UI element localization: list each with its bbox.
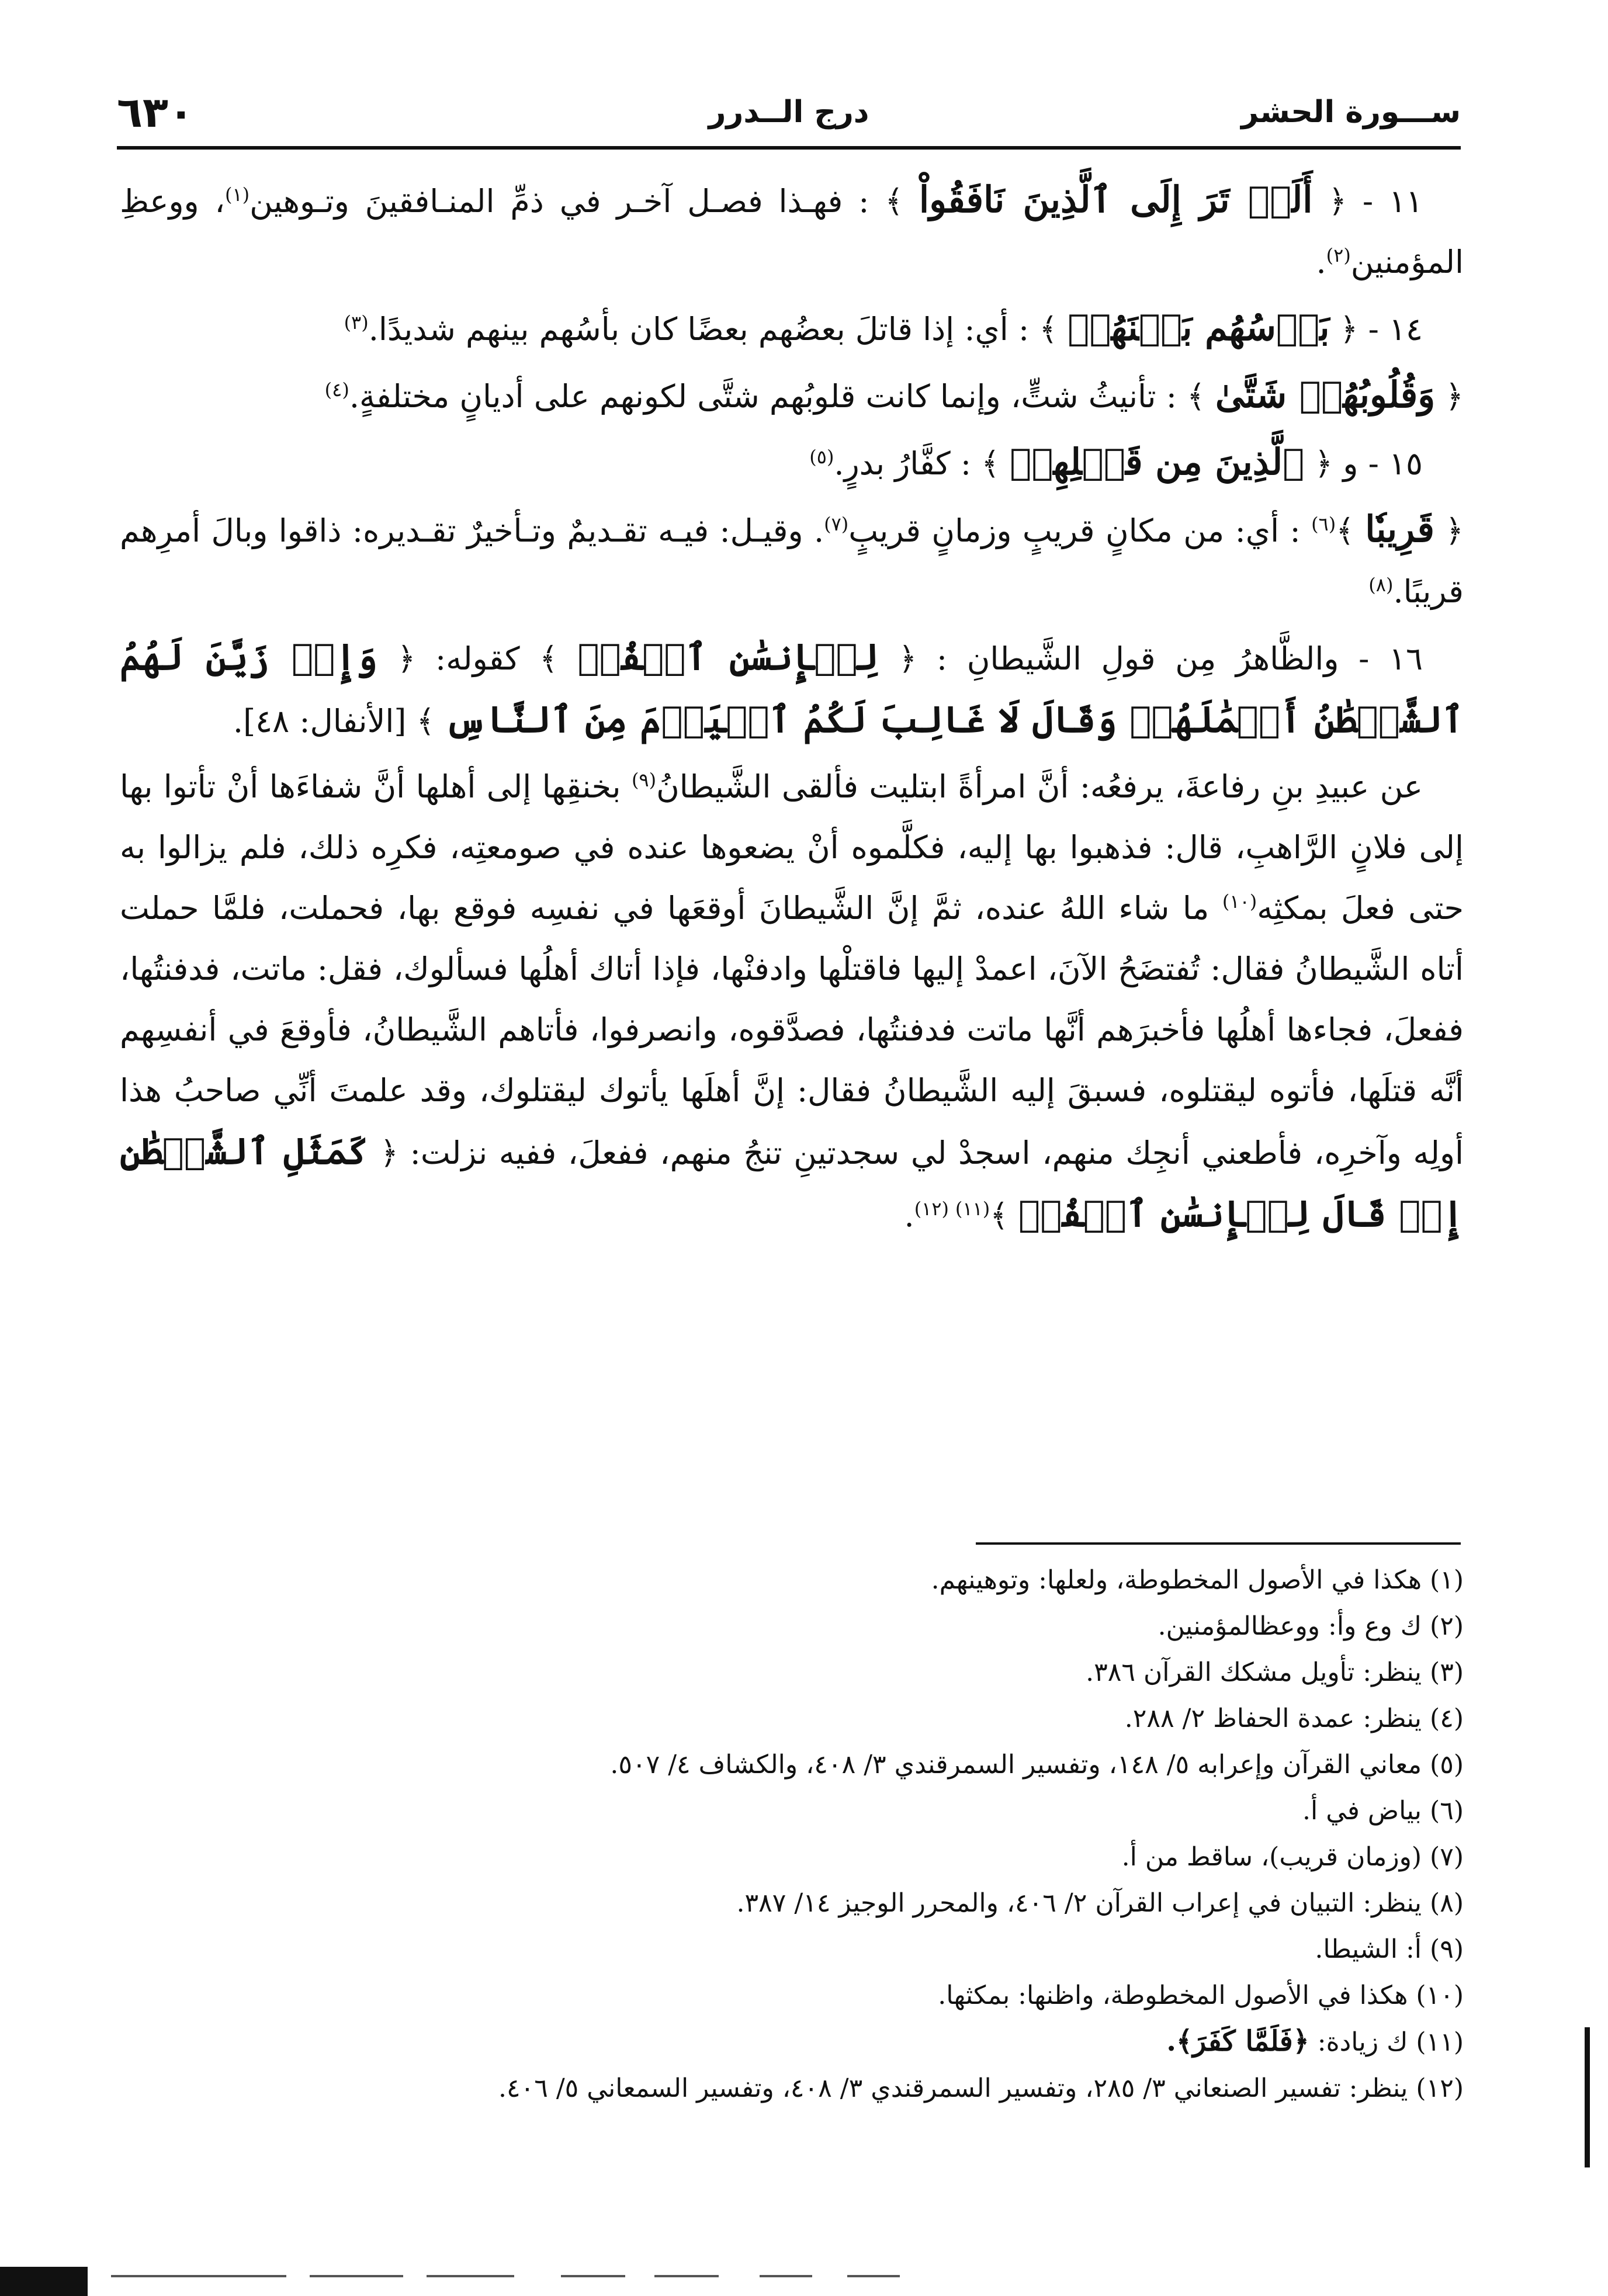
footnote-item: (٥) معاني القرآن وإعرابه ٥/ ١٤٨، وتفسير السمرقندي ٣/ ٤٠٨، والكشاف ٤/ ٥٠٧. [610,1750,1464,1780]
footnote-ref: (١٢) [914,1198,949,1220]
footnote-item: (٣) ينظر: تأويل مشكك القرآن ٣٨٦. [1086,1657,1464,1687]
quran-bracket-open: ﴿ [1339,311,1359,348]
footnote-item: (٧) (وزمان قريب)، ساقط من أ. [1121,1842,1464,1872]
quran-quote: أَلَمۡ تَرَ إِلَى ٱلَّذِينَ نَافَقُواْ [919,178,1313,221]
quran-bracket-open: ﴿ [1314,445,1333,482]
verse-number: ١٤ - [1368,311,1423,348]
scan-corner-mark [0,2267,88,2296]
footnote-item: (٦) بياض في أ. [1302,1796,1464,1826]
commentary-text: . [904,1197,914,1234]
footnote-item [120,2018,1464,2065]
footnote-ref: (٩) [631,769,657,791]
quran-bracket-open: ﴿ [1445,378,1464,415]
paragraph-hadith [120,757,1464,1246]
footnote-item: (٨) ينظر: التبيان في إعراب القرآن ٢/ ٤٠٦، والمحرر الوجيز ١٤/ ٣٨٧. [736,1888,1464,1918]
quran-bracket-open: ﴿ [1445,512,1464,549]
footnote-rule [976,1542,1461,1545]
page-number: ٦٣٠ [117,88,194,137]
citation: [الأنفال: ٤٨]. [233,703,407,740]
footnote-item: (١٠) هكذا في الأصول المخطوطة، واظنها: بمكثها. [938,1981,1464,2010]
paragraph-verse-15 [120,432,1464,494]
paragraph-verse-11 [120,169,1464,293]
verse-number: ١٦ - [1359,640,1423,677]
footnote-item: (٢) ك وع وأ: ووعظالمؤمنين. [1158,1611,1464,1641]
verse-number: ١١ - [1362,183,1423,220]
scan-dash-line [561,2275,625,2277]
main-text [120,169,1464,1251]
footnote-ref: (٦) [1311,513,1336,535]
quran-quote: وَقُلُوبُهُمۡ شَتَّىٰ [1215,373,1436,416]
footnote-ref: (٨) [1368,574,1394,596]
commentary-text: : أي: من مكانٍ قريبٍ وزمانٍ قريبٍ [848,512,1301,549]
header-rule [117,146,1461,150]
commentary-text: والظَّاهرُ مِن قولِ الشَّيطانِ : [936,640,1339,677]
paragraph-hearts [120,365,1464,427]
commentary-text: . وقيـل: فيـه تقـديمٌ وتـأخيرٌ تقـديره: ذاقوا وبالَ أمرِهم قريبًا. [120,512,1464,610]
scan-dash-line [111,2275,286,2277]
quran-quote: لِلۡإِنسَٰنِ ٱكۡفُرۡ [577,636,879,678]
commentary-text: كقوله: [435,640,520,677]
scan-edge-mark [1585,2027,1590,2167]
paragraph-qariban [120,499,1464,622]
commentary-text: عن عبيدِ بنِ رفاعةَ، يرفعُه: أنَّ امرأةً ابتليت فألقى الشَّيطانُ [656,768,1423,805]
quran-bracket-close: ﴾ [1336,512,1354,549]
quran-quote: قَرِيبٗا [1365,508,1434,550]
footnote-item: (١٢) ينظر: تفسير الصنعاني ٣/ ٢٨٥، وتفسير السمرقندي ٣/ ٤٠٨، وتفسير السمعاني ٥/ ٤٠٦. [498,2073,1464,2103]
footnote-ref: (٤) [324,379,349,401]
commentary-text: بخنقِها إلى أهلها أنَّ شفاءَها أنْ تأتوا بها إلى فلانٍ الرَّاهبِ، قال: فذهبوا بها إليه، فكلَّموه أنْ يضعوها عنده في صومعتِه، فكرِه ذلك، فلم يزالوا به حتى فعلَ بمكثِه [120,768,1464,927]
footnote-ref: (١١) [955,1198,990,1220]
footnote-item: (٤) ينظر: عمدة الحفاظ ٢/ ٢٨٨. [1124,1704,1464,1733]
quran-quote: ٱلَّذِينَ مِن قَبۡلِهِمۡ [1010,441,1305,483]
commentary-text: ما شاء اللهُ عنده، ثمَّ إنَّ الشَّيطانَ أوقعَها في نفسِه فوقع بها، فحملت، فلمَّا حملت أتاه الشَّيطانُ فقال: تُفتضَحُ الآنَ، اعمدْ إليها فاقتلْها وادفنْها، فإذا أتاك أهلُها فسألوك، فقل: ماتت، فدفنتُها، ففعلَ، فجاءها أهلُها فأخبرَهم أنَّها ماتت فدفنتُها، فصدَّقوه، وانصرفوا، فأتاهم الشَّيطانُ، فأوقعَ في أنفسِهم أنَّه قتلَها، فأتوه ليقتلوه، فسبقَ إليه الشَّيطانُ فقال: إنَّ أهلَها يأتوك ليقتلوك، وقد علمتَ أنِّي صاحبُ هذا أولِه وآخرِه، فأطعني أنجِك منهم، اسجدْ لي سجدتينِ تنجُ منهم، ففعلَ، ففيه نزلت: [120,890,1464,1171]
paragraph-verse-16 [120,627,1464,752]
scan-dash-line [847,2275,900,2277]
running-header [117,88,1461,143]
quran-bracket-close: ﴾ [539,640,558,677]
quran-bracket-close: ﴾ [1039,311,1058,348]
quran-bracket-close: ﴾ [990,1197,1009,1234]
footnotes [120,1557,1464,2111]
quran-bracket-close: ﴾ [416,703,435,740]
footnote-ref: (١) [224,183,250,206]
quran-quote: بَأۡسُهُم بَيۡنَهُمۡ [1068,306,1330,349]
quran-bracket-close: ﴾ [885,183,903,220]
quran-bracket-close: ﴾ [1187,378,1205,415]
book-title: درج الــدرر [708,95,869,130]
quran-quote: كَمَثَلِ ٱلشَّيۡطَٰنِ إِذۡ قَالَ لِلۡإِنسَٰنِ ٱكۡفُرۡ [120,1130,1464,1235]
footnote-ref: (١٠) [1222,890,1257,913]
scan-dash-line [427,2275,514,2277]
commentary-text: : أي: إذا قاتلَ بعضُهم بعضًا كان بأسُهم بينهم شديدًا. [368,311,1030,348]
quran-bracket-open: ﴿ [898,640,917,677]
quran-bracket-open: ﴿ [1328,183,1347,220]
footnote-ref: (٥) [809,446,834,468]
scan-dash-line [654,2275,719,2277]
verse-number: ١٥ - و [1343,445,1423,482]
commentary-text: . [1316,244,1326,280]
footnote-item: (٩) أ: الشيطا. [1315,1934,1464,1964]
footnote-item: (١) هكذا في الأصول المخطوطة، ولعلها: وتوهينهم. [931,1565,1464,1595]
quran-bracket-open: ﴿ [397,640,416,677]
footnote-ref: (٢) [1326,244,1351,266]
scan-dash-line [760,2275,812,2277]
quran-quote: ﴿فَلَمَّا كَفَرَ﴾. [1166,2025,1309,2058]
scan-dash-line [310,2275,403,2277]
commentary-text: : كفَّارُ بدرٍ. [834,445,972,482]
quran-quote: وَإِذۡ زَيَّنَ لَهُمُ ٱلشَّيۡطَٰنُ أَعۡمَٰلَهُمۡ وَقَالَ لَا غَالِبَ لَكُمُ ٱلۡيَوۡمَ مِنَ ٱلنَّاسِ [120,636,1464,741]
footnote-ref: (٣) [344,311,369,334]
paragraph-verse-14 [120,297,1464,360]
surah-title: ســـورة الحشر [1241,95,1461,130]
commentary-text: ، ووعظِ المؤمنين [120,183,1464,280]
quran-bracket-close: ﴾ [981,445,1000,482]
commentary-text: : تأنيثُ شتٍّ، وإنما كانت قلوبُهم شتَّى لكونهم على أديانٍ مختلفةٍ. [349,378,1177,415]
footnote-ref: (٧) [824,513,849,535]
quran-bracket-open: ﴿ [380,1135,398,1171]
commentary-text: : فهـذا فصـل آخـر في ذمِّ المنـافقينَ وتـوهين [249,183,869,220]
footnote-text: (١١) ك زيادة: [1317,2027,1464,2057]
